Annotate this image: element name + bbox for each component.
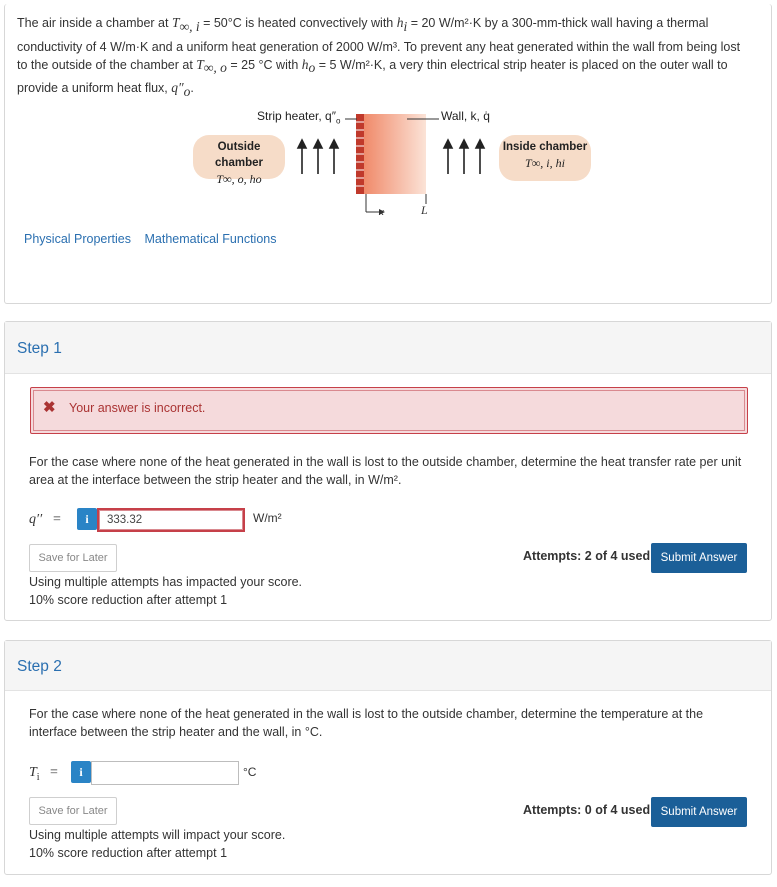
step-1-card (4, 321, 772, 621)
score-reduction-note: 10% score reduction after attempt 1 (29, 846, 228, 860)
step-2-question: For the case where none of the heat generated in the wall is lost to the outside chamber, determine the temperature at the interface between the strip heater and the wall, in °C. (29, 707, 704, 739)
submit-answer-button[interactable]: Submit Answer (651, 797, 747, 827)
equals-sign: = (50, 765, 58, 780)
step-1-answer-input[interactable]: 333.32 (97, 508, 245, 532)
info-icon[interactable]: i (77, 508, 97, 530)
ti-variable: $T_i$ (29, 765, 40, 783)
equals-sign: = (53, 512, 61, 527)
physical-properties-link[interactable]: Physical Properties (24, 232, 131, 246)
L-label: L (421, 203, 428, 217)
incorrect-message: Your answer is incorrect. (69, 401, 206, 415)
save-for-later-button[interactable]: Save for Later (29, 544, 117, 572)
attempts-counter: Attempts: 0 of 4 used (523, 803, 651, 817)
wall (364, 114, 426, 194)
step-2-title: Step 2 (5, 641, 771, 691)
inside-arrows (444, 140, 484, 174)
attempts-note: Using multiple attempts has impacted your score. (29, 575, 303, 589)
save-for-later-button[interactable]: Save for Later (29, 797, 117, 825)
problem-card (4, 4, 772, 304)
q-variable: q′′ (29, 512, 43, 527)
outside-chamber-label: Outside chamber T∞, o, ho (193, 135, 285, 179)
info-icon[interactable]: i (71, 761, 91, 783)
step-1-title: Step 1 (5, 322, 771, 374)
problem-figure (185, 102, 605, 222)
outside-arrows (298, 140, 338, 174)
error-icon: ✖ (43, 399, 56, 416)
step-2-card (4, 640, 772, 875)
step-1-unit: W/m² (253, 511, 282, 525)
score-reduction-note: 10% score reduction after attempt 1 (29, 593, 228, 607)
problem-statement: The air inside a chamber at $T_{\infty, i} = 50^\circ C$ is heated convectively with $h_i = 20$ W/m²·K by a 300-mm-thick wall having a thermal conductivity of 4 W/m·K and a uniform heat generation of 2000 W/m³. To prevent any heat generated within the wall from being lost to the outside of the chamber at $T_{\infty, o} = 25$ °C with $h_o = 5$ W/m²·K, a very thin electrical strip heater is placed on the outer wall to provide a uniform heat flux, $q''_o$. (17, 15, 741, 99)
submit-answer-button[interactable]: Submit Answer (651, 543, 747, 573)
step-2-answer-input[interactable] (91, 761, 239, 785)
mathematical-functions-link[interactable]: Mathematical Functions (144, 232, 277, 246)
inside-chamber-label: Inside chamber T∞, i, hi (499, 135, 591, 181)
step-2-unit: °C (243, 765, 257, 779)
step-1-question: For the case where none of the heat generated in the wall is lost to the outside chamber, determine the heat transfer rate per unit area at the interface between the strip heater and the wall, in W/m². (29, 455, 742, 487)
wall-label: Wall, k, q̇ (441, 109, 490, 123)
resource-links (24, 232, 287, 246)
x-label: x (379, 206, 384, 218)
attempts-counter: Attempts: 2 of 4 used (523, 549, 651, 563)
strip-heater-label: Strip heater, $q''_o$ (257, 109, 341, 126)
attempts-note: Using multiple attempts will impact your score. (29, 828, 286, 842)
incorrect-alert (30, 387, 748, 434)
